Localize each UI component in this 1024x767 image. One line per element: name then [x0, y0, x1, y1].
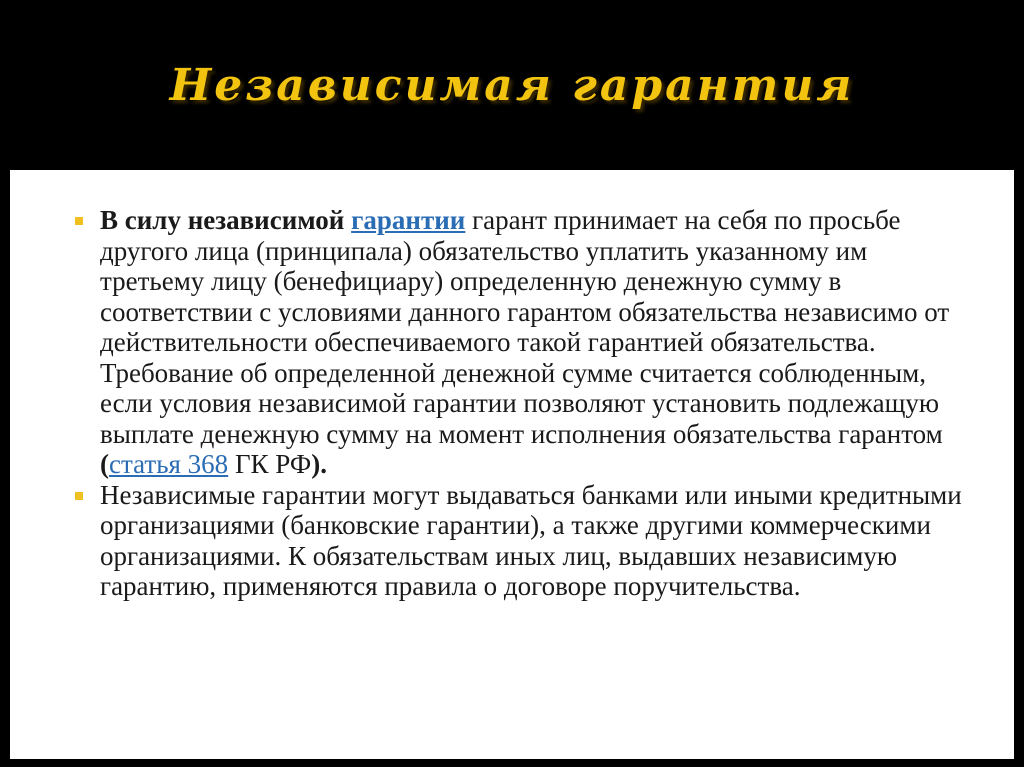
article-368-link[interactable]: статья 368 [109, 449, 229, 479]
slide-title: Независимая гарантия [169, 59, 855, 111]
bullet-body-text: Независимые гарантии могут выдаваться банками или иными кредитными организациями (банковские гарантии), а также другими коммерческими организациями. К обязательствам иных лиц, выдавших независимую гарантию, применяются правила о договоре поручительства. [100, 479, 962, 601]
bullet-square-icon [75, 217, 83, 225]
title-bar [0, 0, 1024, 158]
bullet-item-1 [100, 205, 974, 480]
bullet-square-icon [75, 492, 83, 500]
guarantee-link[interactable]: гарантии [351, 205, 466, 235]
paren-open: ( [100, 449, 109, 479]
bullet-lead-text: В силу независимой [100, 205, 345, 235]
paren-close: ). [311, 449, 327, 479]
content-area [10, 170, 1014, 759]
bullet-item-2 [100, 480, 974, 602]
bullet-body-text: гарант принимает на себя по просьбе другого лица (принципала) обязательство уплатить указанному им третьему лицу (бенефициару) определенную денежную сумму в соответствии с условиями данного гарантом обязательства независимо от действительности обеспечиваемого такой гарантией обязательства. Требование об определенной денежной сумме считается соблюденным, если условия независимой гарантии позволяют установить подлежащую выплате денежную сумму на момент исполнения обязательства гарантом [100, 205, 950, 449]
bullet-list [100, 205, 974, 602]
law-reference-text: ГК РФ [228, 449, 312, 479]
